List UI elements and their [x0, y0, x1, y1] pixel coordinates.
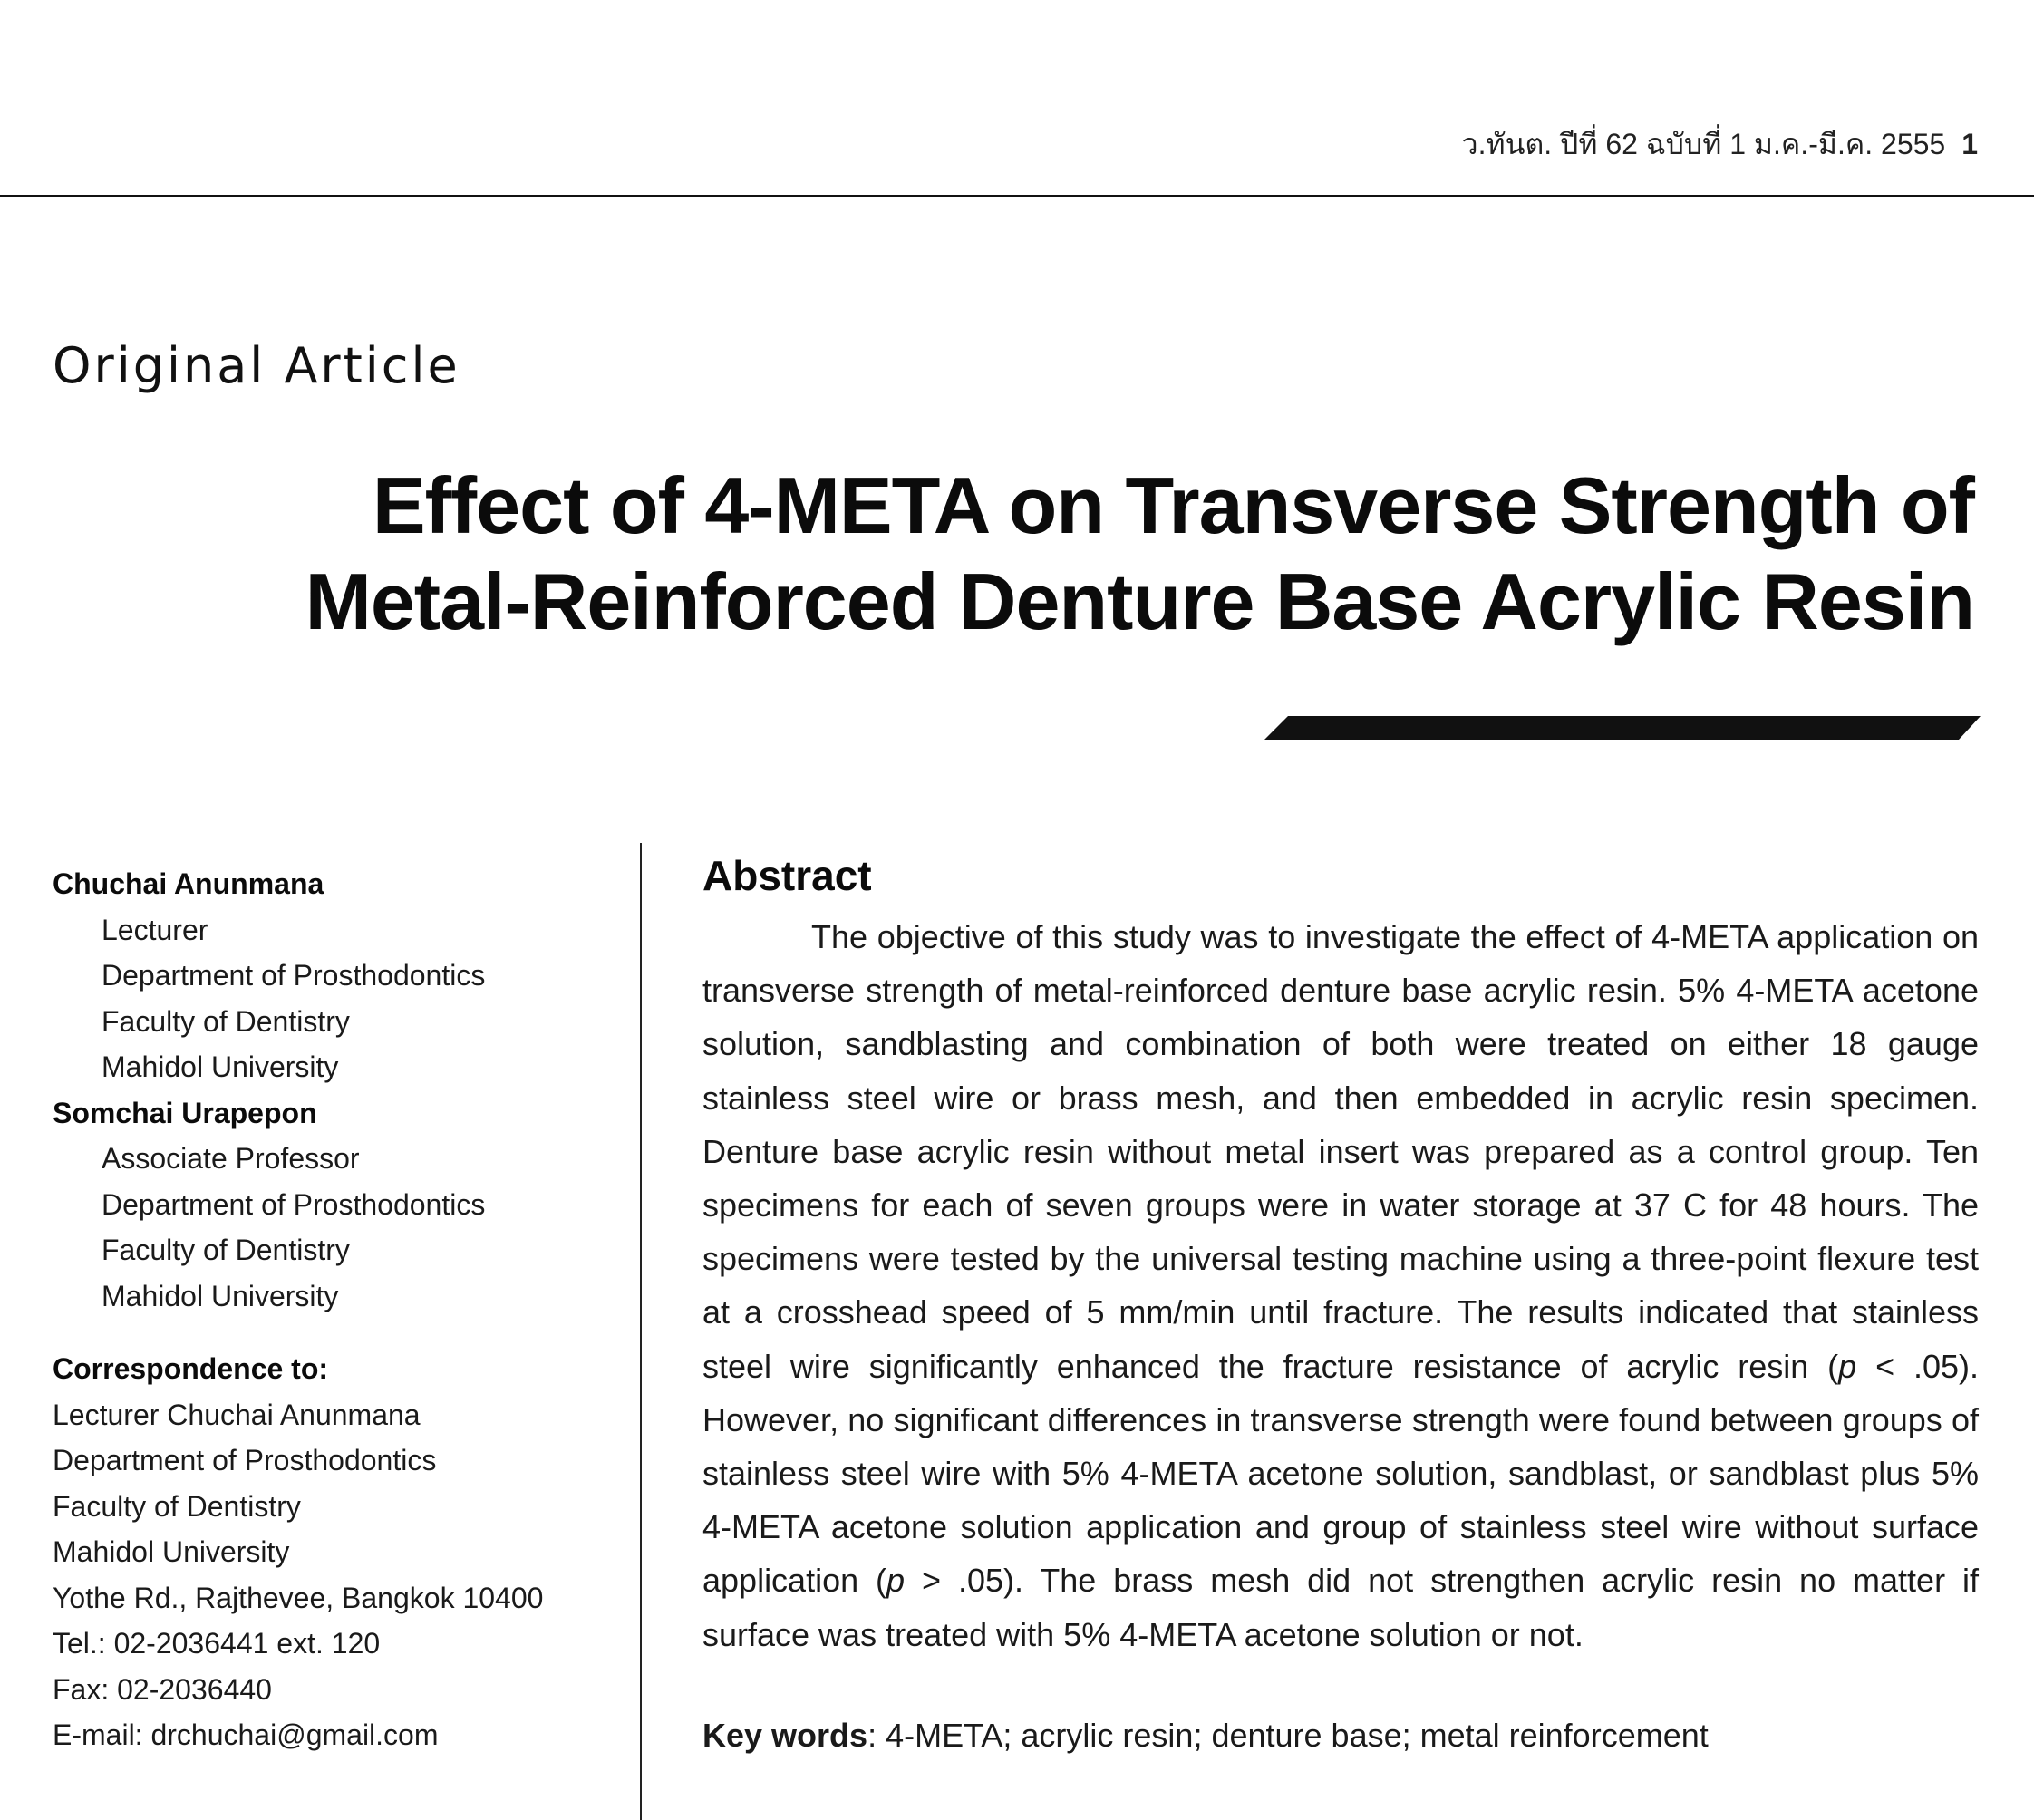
article-title: [252, 458, 1974, 650]
abstract-text: The objective of this study was to investigate the effect of 4-META application on transverse strength of metal-reinforced denture base acrylic resin. 5% 4-META acetone solution, sandblasting and combination of both were treated on either 18 gauge stainless steel wire or brass mesh, and then embedded in acrylic resin specimen. Denture base acrylic resin without metal insert was prepared as a control group. Ten specimens for each of seven groups were in water storage at 37 C for 48 hours. The specimens were tested by the universal testing machine using a three-point flexure test at a crosshead speed of 5 mm/min until fracture. The results indicated that stainless steel wire significantly enhanced the fracture resistance of acrylic resin (: [702, 918, 1979, 1385]
author-university: Mahidol University: [102, 1279, 339, 1312]
p-value-symbol: p: [1838, 1347, 1857, 1385]
author-university: Mahidol University: [102, 1050, 339, 1083]
keywords-text: : 4-META; acrylic resin; denture base; metal reinforcement: [867, 1716, 1709, 1754]
author-department: Department of Prosthodontics: [102, 1187, 486, 1221]
correspondence-line: Faculty of Dentistry: [53, 1489, 301, 1523]
author-faculty: Faculty of Dentistry: [102, 1004, 350, 1038]
correspondence-email[interactable]: E-mail: drchuchai@gmail.com: [53, 1718, 439, 1751]
author-column: [53, 861, 615, 1758]
abstract-text: > .05). The brass mesh did not strengthen acrylic resin no matter if surface was treated with 5% 4-META acetone solution or not.: [702, 1562, 1979, 1653]
title-line-1: Effect of 4-META on Transverse Strength of: [372, 460, 1974, 550]
running-header: [1462, 121, 1978, 168]
correspondence-phone: Tel.: 02-2036441 ext. 120: [53, 1627, 381, 1660]
correspondence-heading: Correspondence to:: [53, 1352, 329, 1385]
correspondence-fax: Fax: 02-2036440: [53, 1672, 272, 1706]
author-position: Associate Professor: [102, 1142, 360, 1175]
author-faculty: Faculty of Dentistry: [102, 1234, 350, 1266]
title-line-2: Metal-Reinforced Denture Base Acrylic Resin: [305, 557, 1974, 646]
author-block: [53, 1090, 615, 1320]
header-rule: [0, 195, 2034, 197]
journal-info: ว.ทันต. ปีที่ 62 ฉบับที่ 1 ม.ค.-มี.ค. 2555: [1461, 128, 1946, 160]
abstract-section: [702, 850, 1979, 1762]
correspondence-line: Mahidol University: [53, 1535, 290, 1568]
author-name: Somchai Urapepon: [53, 1096, 317, 1129]
keywords-label: Key words: [702, 1716, 868, 1754]
p-value-symbol: p: [886, 1562, 906, 1600]
abstract-heading: Abstract: [702, 852, 872, 899]
title-underline-bar: [1264, 716, 1981, 740]
author-block: [53, 861, 615, 1090]
column-divider: [640, 843, 642, 1820]
abstract-text: < .05). However, no significant differences in transverse strength were found between groups of stainless steel wire with 5% 4-META acetone solution, sandblast, or sandblast plus 5% 4-META acetone solution application and group of stainless steel wire without surface application (: [702, 1347, 1979, 1600]
keywords: [702, 1709, 1979, 1762]
page-number: 1: [1961, 128, 1978, 160]
abstract-body: [702, 910, 1979, 1661]
correspondence-line: Department of Prosthodontics: [53, 1444, 437, 1476]
author-name: Chuchai Anunmana: [53, 867, 324, 900]
author-department: Department of Prosthodontics: [102, 959, 486, 992]
article-type: Original Article: [53, 337, 460, 394]
correspondence-line: Lecturer Chuchai Anunmana: [53, 1398, 421, 1431]
correspondence-address: Yothe Rd., Rajthevee, Bangkok 10400: [53, 1581, 544, 1614]
author-position: Lecturer: [102, 913, 208, 946]
